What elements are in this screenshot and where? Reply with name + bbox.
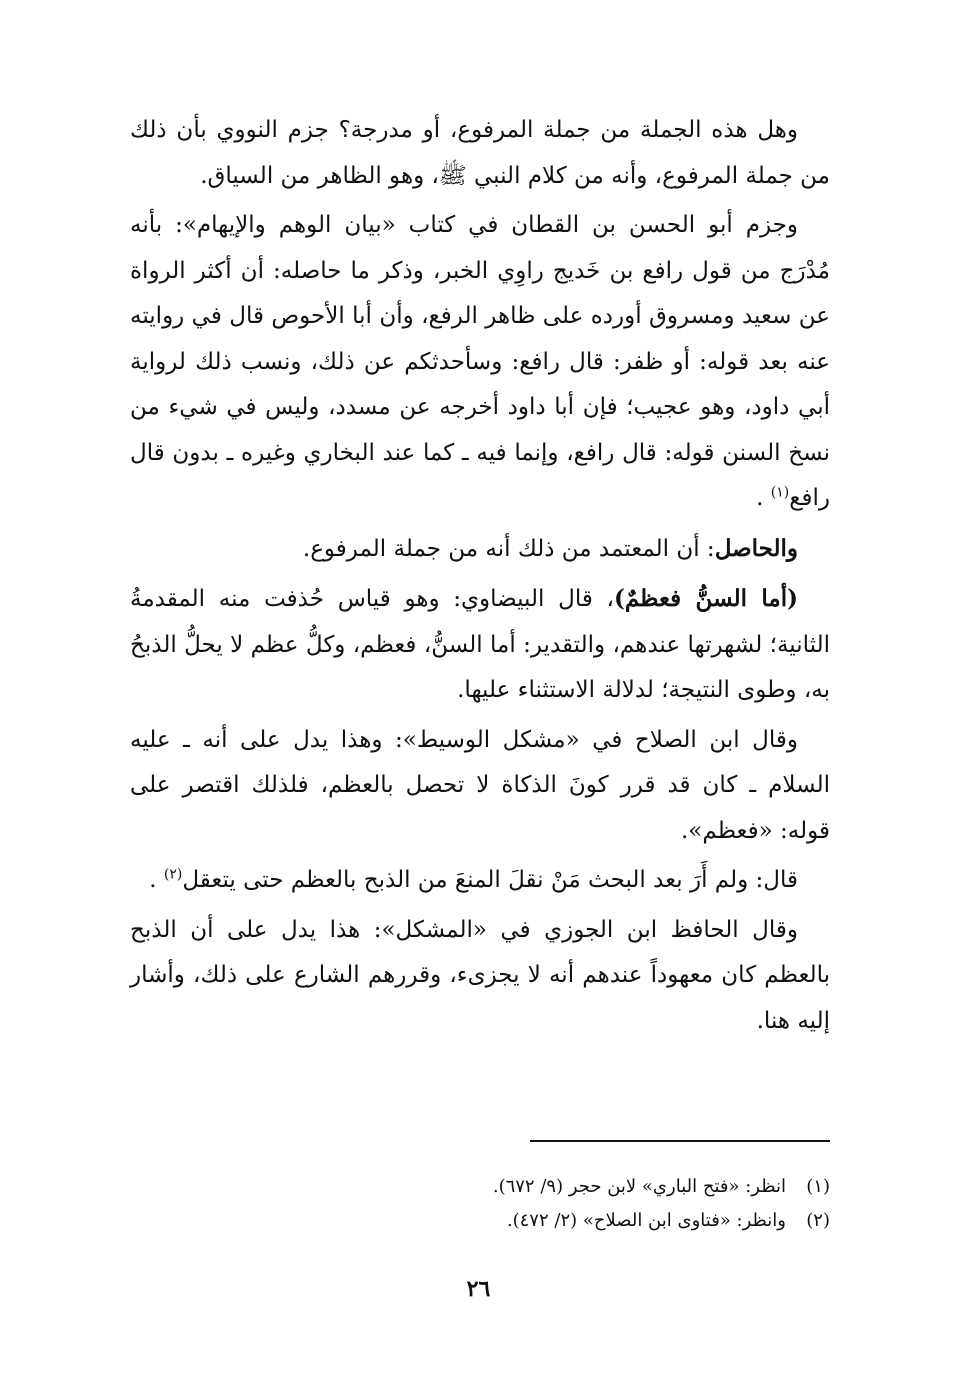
paragraph-3-text: : أن المعتمد من ذلك أنه من جملة المرفوع. (302, 535, 715, 562)
footnote-2-text: وانظر: «فتاوى ابن الصلاح» (٢/ ٤٧٢). (506, 1210, 786, 1231)
paragraph-3-lead: والحاصل (714, 534, 798, 562)
paragraph-4-lead: (أما السنُّ فعظمٌ) (613, 585, 799, 612)
footnote-1-number: (١) (806, 1176, 830, 1197)
paragraph-4-text: ، قال البيضاوي: وهو قياس حُذفت منه المقدمةُ الثانية؛ لشهرتها عندهم، والتقدير: أما السنُّ، فعظم، وكلُّ عظم لا يحلُّ الذبحُ به، وطوى النتيجة؛ لدلالة الاستثناء عليها. (130, 586, 830, 703)
paragraph-2 (130, 203, 830, 522)
paragraph-4 (130, 576, 830, 714)
footnote-2-number: (٢) (806, 1210, 830, 1231)
paragraph-3 (130, 526, 830, 573)
paragraph-7 (130, 908, 830, 1045)
footnote-marker-2: (٢) (163, 866, 183, 883)
paragraph-2-text: وجزم أبو الحسن بن القطان في كتاب «بيان الوهم والإيهام»: بأنه مُدْرَج من قول رافع بن خَديج راوِي الخبر، وذكر ما حاصله: أن أكثر الرواة عن سعيد ومسروق أورده على ظاهر الرفع، وأن أبا الأحوص قال في روايته عنه بعد قوله: أو ظفر: قال رافع: وسأحدثكم عن ذلك، ونسب ذلك لرواية أبي داود، وهو عجيب؛ فإن أبا داود أخرجه عن مسدد، وليس في شيء من نسخ السنن قوله: قال رافع، وإنما فيه ـ كما عند البخاري وغيره ـ بدون قال رافع (130, 212, 830, 511)
footnote-1-text: انظر: «فتح الباري» لابن حجر (٩/ ٦٧٢). (492, 1176, 786, 1197)
footnote-separator (530, 1140, 830, 1142)
footnote-2 (130, 1204, 830, 1238)
paragraph-2-tail: . (756, 485, 764, 511)
paragraph-7-text: وقال الحافظ ابن الجوزي في «المشكل»: هذا يدل على أن الذبح بالعظم كان معهوداً عندهم أنه لا يجزىء، وقررهم الشارع على ذلك، وأشار إليه هنا. (130, 916, 830, 1034)
footnote-marker-1: (١) (770, 484, 790, 501)
paragraph-6-text: قال: ولم أَرَ بعد البحث مَنْ نقلَ المنعَ من الذبح بالعظم حتى يتعقل (182, 867, 798, 893)
footnote-1 (130, 1170, 830, 1204)
paragraph-5-text: وقال ابن الصلاح في «مشكل الوسيط»: وهذا يدل على أنه ـ عليه السلام ـ كان قد قرر كونَ الذكاة لا تحصل بالعظم، فلذلك اقتصر على قوله: «فعظم». (130, 726, 830, 844)
main-text-block (130, 108, 830, 1048)
paragraph-5 (130, 718, 830, 855)
paragraph-1 (130, 108, 830, 199)
paragraph-6-tail: . (149, 867, 157, 893)
page-number: ٢٦ (466, 1276, 491, 1302)
paragraph-1-text: وهل هذه الجملة من جملة المرفوع، أو مدرجة؟ جزم النووي بأن ذلك من جملة المرفوع، وأنه من كلام النبي ﷺ، وهو الظاهر من السياق. (130, 117, 830, 189)
footnotes-section (130, 1170, 830, 1238)
paragraph-6 (130, 858, 830, 904)
